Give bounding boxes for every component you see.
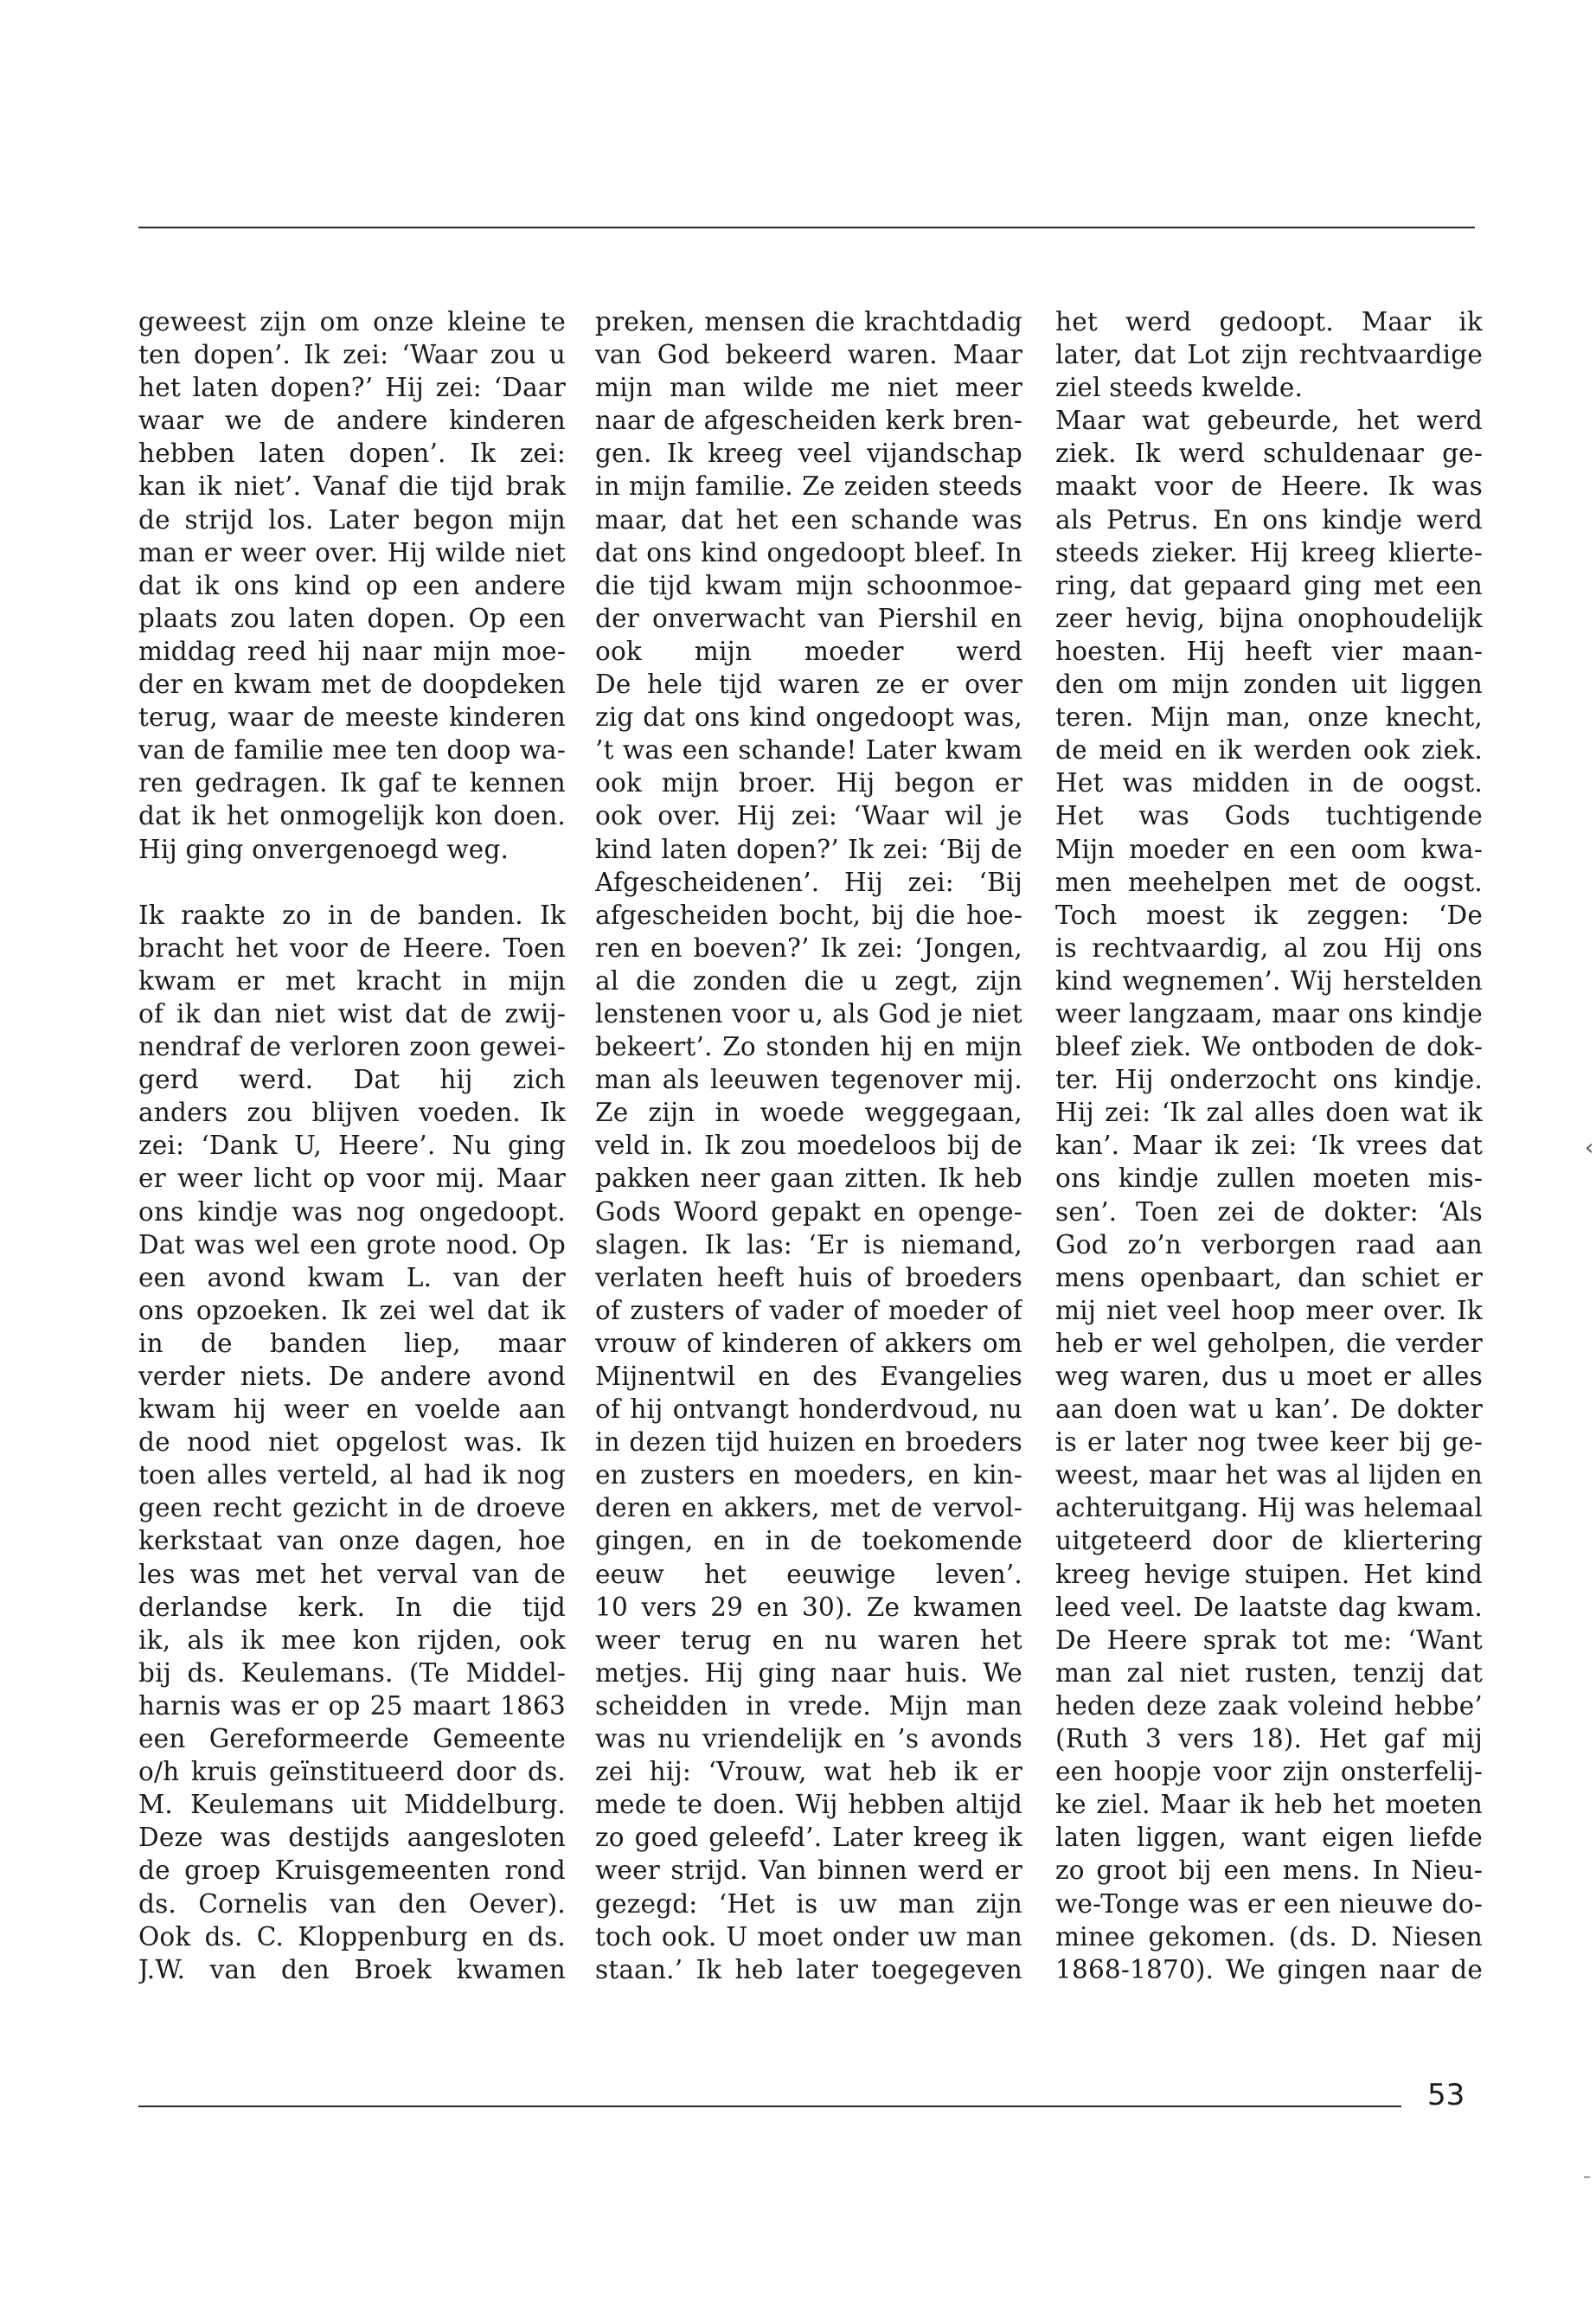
text-line: later, dat Lot zijn rechtvaardige: [1055, 340, 1483, 370]
text-line: M. Keulemans uit Middelburg.: [138, 1790, 566, 1820]
text-line: ke ziel. Maar ik heb het moeten: [1055, 1790, 1483, 1820]
text-line: middag reed hij naar mijn moe-: [138, 636, 566, 666]
text-line: Het was midden in de oogst.: [1055, 768, 1483, 798]
text-line: maakt voor de Heere. Ik was: [1055, 471, 1483, 502]
text-line: de strijd los. Later begon mijn: [138, 504, 566, 535]
text-line: der onverwacht van Piershil en: [595, 603, 1022, 633]
text-line: staan.’ Ik heb later toegegeven: [595, 1954, 1022, 1984]
text-line: pakken neer gaan zitten. Ik heb: [595, 1163, 1022, 1194]
margin-crop-mark: ‹: [1585, 1135, 1594, 1161]
text-line: kwam er met kracht in mijn: [138, 965, 566, 996]
text-line: een Gereformeerde Gemeente: [138, 1724, 566, 1754]
text-line: steeds zieker. Hij kreeg kliertе-: [1055, 537, 1483, 567]
text-line: het laten dopen?’ Hij zei: ‘Daar: [138, 373, 566, 403]
text-column-3: [1055, 305, 1483, 1986]
text-line: dat ons kind ongedoopt bleef. In: [595, 537, 1022, 567]
text-line: zei hij: ‘Vrouw, wat heb ik er: [595, 1757, 1022, 1787]
text-line: toch ook. U moet onder uw man: [595, 1921, 1022, 1952]
text-line: in mijn familie. Ze zeiden steeds: [595, 471, 1022, 502]
text-line: kan ik niet’. Vanaf die tijd brak: [138, 471, 566, 502]
text-line: bleef ziek. We ontboden de dok-: [1055, 1032, 1483, 1062]
text-line: Dat was wel een grote nood. Op: [138, 1229, 566, 1259]
text-line: derlandse kerk. In die tijd: [138, 1592, 566, 1622]
text-line: eeuw het eeuwige leven’.: [595, 1559, 1022, 1589]
text-line: preken, mensen die krachtdadig: [595, 307, 1022, 336]
text-line: Ik raakte zo in de banden. Ik: [138, 900, 566, 930]
text-line: was nu vriendelijk en ’s avonds: [595, 1724, 1022, 1754]
text-line: Hij ging onvergenoegd weg.: [138, 834, 510, 864]
text-line: ons kindje zullen moeten mis-: [1055, 1163, 1483, 1194]
text-line: God zo’n verborgen raad aan: [1055, 1229, 1483, 1259]
text-line: o/h kruis geïnstitueerd door ds.: [138, 1757, 566, 1787]
text-line: mens openbaart, dan schiet er: [1055, 1262, 1483, 1292]
text-line: Toch moest ik zeggen: ‘De: [1055, 900, 1483, 930]
text-line: Ze zijn in woede weggegaan,: [595, 1098, 1022, 1128]
text-line: Hij zei: ‘Ik zal alles doen wat ik: [1055, 1098, 1483, 1128]
text-line: en zusters en moeders, en kin-: [595, 1460, 1022, 1490]
text-line: aan doen wat u kan’. De dokter: [1055, 1394, 1483, 1425]
text-line: man zal niet rusten, tenzij dat: [1055, 1657, 1483, 1688]
text-line: de groep Kruisgemeenten rond: [138, 1856, 566, 1886]
text-line: ’t was een schande! Later kwam: [595, 735, 1022, 766]
text-line: of ik dan niet wist dat de zwij-: [138, 998, 566, 1029]
text-line: weer strijd. Van binnen werd er: [595, 1856, 1022, 1886]
text-line: bracht het voor de Heere. Toen: [138, 933, 566, 963]
text-line: mijn man wilde me niet meer: [595, 373, 1022, 403]
text-line: Afgescheidenen’. Hij zei: ‘Bij: [595, 867, 1022, 897]
text-line: De Heere sprak tot me: ‘Want: [1055, 1625, 1483, 1655]
text-line: toen alles verteld, al had ik nog: [138, 1460, 566, 1490]
text-line: men meehelpen met de oogst.: [1055, 867, 1483, 897]
text-line: ons kindje was nog ongedoopt.: [138, 1196, 566, 1227]
text-line: is er later nog twee keer bij ge-: [1055, 1427, 1483, 1458]
text-line: ook mijn moeder werd: [595, 636, 1022, 666]
text-line: ook mijn broer. Hij begon er: [595, 768, 1022, 798]
text-line: afgescheiden bocht, bij die hoe-: [595, 900, 1022, 930]
text-line: teren. Mijn man, onze knecht,: [1055, 702, 1483, 733]
text-line: bekeert’. Zo stonden hij en mijn: [595, 1032, 1022, 1062]
text-line: die tijd kwam mijn schoonmoe-: [595, 570, 1022, 600]
text-line: een avond kwam L. van der: [138, 1262, 566, 1292]
text-line: nendraf de verloren zoon gewei-: [138, 1032, 566, 1062]
text-line: vrouw of kinderen of akkers om: [595, 1328, 1022, 1358]
text-line: man er weer over. Hij wilde niet: [138, 537, 566, 567]
text-line: zo goed geleefd’. Later kreeg ik: [595, 1823, 1022, 1853]
text-line: zei: ‘Dank U, Heere’. Nu ging: [138, 1131, 566, 1161]
text-line: les was met het verval van de: [138, 1559, 566, 1589]
text-line: ter. Hij onderzocht ons kindje.: [1055, 1065, 1483, 1095]
text-line: verlaten heeft huis of broeders: [595, 1262, 1022, 1292]
text-line: sen’. Toen zei de dokter: ‘Als: [1055, 1196, 1483, 1227]
text-line: man als leeuwen tegenover mij.: [595, 1065, 1022, 1095]
text-line: Mijnentwil en des Evangelies: [595, 1362, 1022, 1391]
text-line: dat ik het onmogelijk kon doen.: [138, 801, 566, 831]
text-line: de nood niet opgelost was. Ik: [138, 1427, 566, 1458]
text-line: of hij ontvangt honderdvoud, nu: [595, 1394, 1022, 1425]
text-line: den om mijn zonden uit liggen: [1055, 670, 1483, 700]
text-line: weest, maar het was al lijden en: [1055, 1460, 1483, 1490]
text-line: ren gedragen. Ik gaf te kennen: [138, 768, 566, 798]
text-line: ren en boeven?’ Ik zei: ‘Jongen,: [595, 933, 1022, 963]
text-line: metjes. Hij ging naar huis. We: [595, 1657, 1022, 1688]
text-line: het werd gedoopt. Maar ik: [1055, 307, 1483, 336]
text-column-1: [138, 305, 566, 1986]
bottom-rule: [138, 2106, 1401, 2107]
text-line: gingen, en in de toekomende: [595, 1526, 1022, 1556]
text-line: naar de afgescheiden kerk bren-: [595, 406, 1022, 436]
text-line: weer terug en nu waren het: [595, 1625, 1022, 1655]
text-line: deren en akkers, met de vervol-: [595, 1493, 1022, 1523]
text-line: anders zou blijven voeden. Ik: [138, 1098, 566, 1128]
text-line: weg waren, dus u moet er alles: [1055, 1362, 1483, 1391]
text-line: Gods Woord gepakt en opengе-: [595, 1196, 1022, 1227]
text-line: kerkstaat van onze dagen, hoe: [138, 1526, 566, 1556]
text-line: kind wegnemen’. Wij herstelden: [1055, 965, 1483, 996]
text-line: kwam hij weer en voelde aan: [138, 1394, 566, 1425]
text-line: kind laten dopen?’ Ik zei: ‘Bij de: [595, 834, 1022, 864]
text-line: er weer licht op voor mij. Maar: [138, 1163, 566, 1194]
text-line: in dezen tijd huizen en broeders: [595, 1427, 1022, 1458]
text-line: heden deze zaak voleind hebbe’: [1055, 1690, 1483, 1721]
text-line: al die zonden die u zegt, zijn: [595, 965, 1022, 996]
text-line: veld in. Ik zou moedeloos bij de: [595, 1131, 1022, 1161]
text-line: de meid en ik werden ook ziek.: [1055, 735, 1483, 766]
text-line: (Ruth 3 vers 18). Het gaf mij: [1055, 1724, 1483, 1754]
text-line: ziel steeds kwelde.: [1055, 373, 1304, 403]
text-line: maar, dat het een schande was: [595, 504, 1022, 535]
text-line: achteruitgang. Hij was helemaal: [1055, 1493, 1483, 1523]
text-line: Deze was destijds aangesloten: [138, 1823, 566, 1853]
margin-crop-mark: –: [1583, 2168, 1591, 2186]
text-line: Mijn moeder en een oom kwa-: [1055, 834, 1483, 864]
text-line: ook over. Hij zei: ‘Waar wil je: [595, 801, 1022, 831]
text-line: J.W. van den Broek kwamen: [138, 1954, 566, 1984]
text-line: slagen. Ik las: ‘Er is niemand,: [595, 1229, 1022, 1259]
text-line: bij ds. Keulemans. (Te Middel-: [138, 1657, 566, 1688]
text-line: minee gekomen. (ds. D. Niesen: [1055, 1921, 1483, 1952]
text-line: ons opzoeken. Ik zei wel dat ik: [138, 1295, 566, 1325]
text-line: 1868-1870). We gingen naar de: [1055, 1954, 1483, 1984]
text-line: dat ik ons kind op een andere: [138, 570, 566, 600]
text-line: hebben laten dopen’. Ik zei:: [138, 439, 566, 469]
text-line: laten liggen, want eigen liefde: [1055, 1823, 1483, 1853]
text-line: ten dopen’. Ik zei: ‘Waar zou u: [138, 340, 566, 370]
page-number: 53: [1427, 2078, 1465, 2112]
text-line: gezegd: ‘Het is uw man zijn: [595, 1888, 1022, 1919]
text-line: zo groot bij een mens. In Nieu-: [1055, 1856, 1483, 1886]
text-line: mede te doen. Wij hebben altijd: [595, 1790, 1022, 1820]
text-line: harnis was er op 25 maart 1863: [138, 1690, 566, 1721]
text-line: zeer hevig, bijna onophoudelijk: [1055, 603, 1483, 633]
text-line: kan’. Maar ik zei: ‘Ik vrees dat: [1055, 1131, 1483, 1161]
top-rule: [138, 227, 1475, 228]
text-line: is rechtvaardig, al zou Hij ons: [1055, 933, 1483, 963]
text-line: verder niets. De andere avond: [138, 1362, 566, 1391]
text-line: Het was Gods tuchtigende: [1055, 801, 1483, 831]
text-line: zig dat ons kind ongedoopt was,: [595, 702, 1022, 733]
text-line: weer langzaam, maar ons kindje: [1055, 998, 1483, 1029]
text-line: of zusters of vader of moeder of: [595, 1295, 1022, 1325]
text-line: leed veel. De laatste dag kwam.: [1055, 1592, 1483, 1622]
text-line: ring, dat gepaard ging met een: [1055, 570, 1483, 600]
text-line: ziek. Ik werd schuldenaar ge-: [1055, 439, 1483, 469]
text-line: als Petrus. En ons kindje werd: [1055, 504, 1483, 535]
text-column-2: [595, 305, 1022, 1986]
text-line: lenstenen voor u, als God je niet: [595, 998, 1022, 1029]
text-line: scheidden in vrede. Mijn man: [595, 1690, 1022, 1721]
text-line: gerd werd. Dat hij zich: [138, 1065, 566, 1095]
text-line: heb er wel geholpen, die verder: [1055, 1328, 1483, 1358]
text-line: we-Tonge was er een nieuwe do-: [1055, 1888, 1483, 1919]
text-line: geweest zijn om onze kleine te: [138, 307, 566, 336]
text-line: 10 vers 29 en 30). Ze kwamen: [595, 1592, 1022, 1622]
text-line: uitgeteerd door de kliertering: [1055, 1526, 1483, 1556]
text-line: terug, waar de meeste kinderen: [138, 702, 566, 733]
text-line: in de banden liep, maar: [138, 1328, 566, 1358]
text-line: der en kwam met de doopdeken: [138, 670, 566, 700]
text-line: Ook ds. C. Kloppenburg en ds.: [138, 1921, 566, 1952]
paragraph-gap: [138, 866, 566, 899]
text-line: mij niet veel hoop meer over. Ik: [1055, 1295, 1483, 1325]
text-line: hoesten. Hij heeft vier maan-: [1055, 636, 1483, 666]
text-line: ik, als ik mee kon rijden, ook: [138, 1625, 566, 1655]
text-line: gen. Ik kreeg veel vijandschap: [595, 439, 1022, 469]
text-line: kreeg hevige stuipen. Het kind: [1055, 1559, 1483, 1589]
text-line: De hele tijd waren ze er over: [595, 670, 1022, 700]
text-line: Maar wat gebeurde, het werd: [1055, 406, 1483, 436]
text-line: geen recht gezicht in de droeve: [138, 1493, 566, 1523]
text-line: ds. Cornelis van den Oever).: [138, 1888, 566, 1919]
text-line: van de familie mee ten doop wa-: [138, 735, 566, 766]
text-line: waar we de andere kinderen: [138, 406, 566, 436]
text-line: plaats zou laten dopen. Op een: [138, 603, 566, 633]
text-line: van God bekeerd waren. Maar: [595, 340, 1022, 370]
text-line: een hoopje voor zijn onsterfelij-: [1055, 1757, 1483, 1787]
